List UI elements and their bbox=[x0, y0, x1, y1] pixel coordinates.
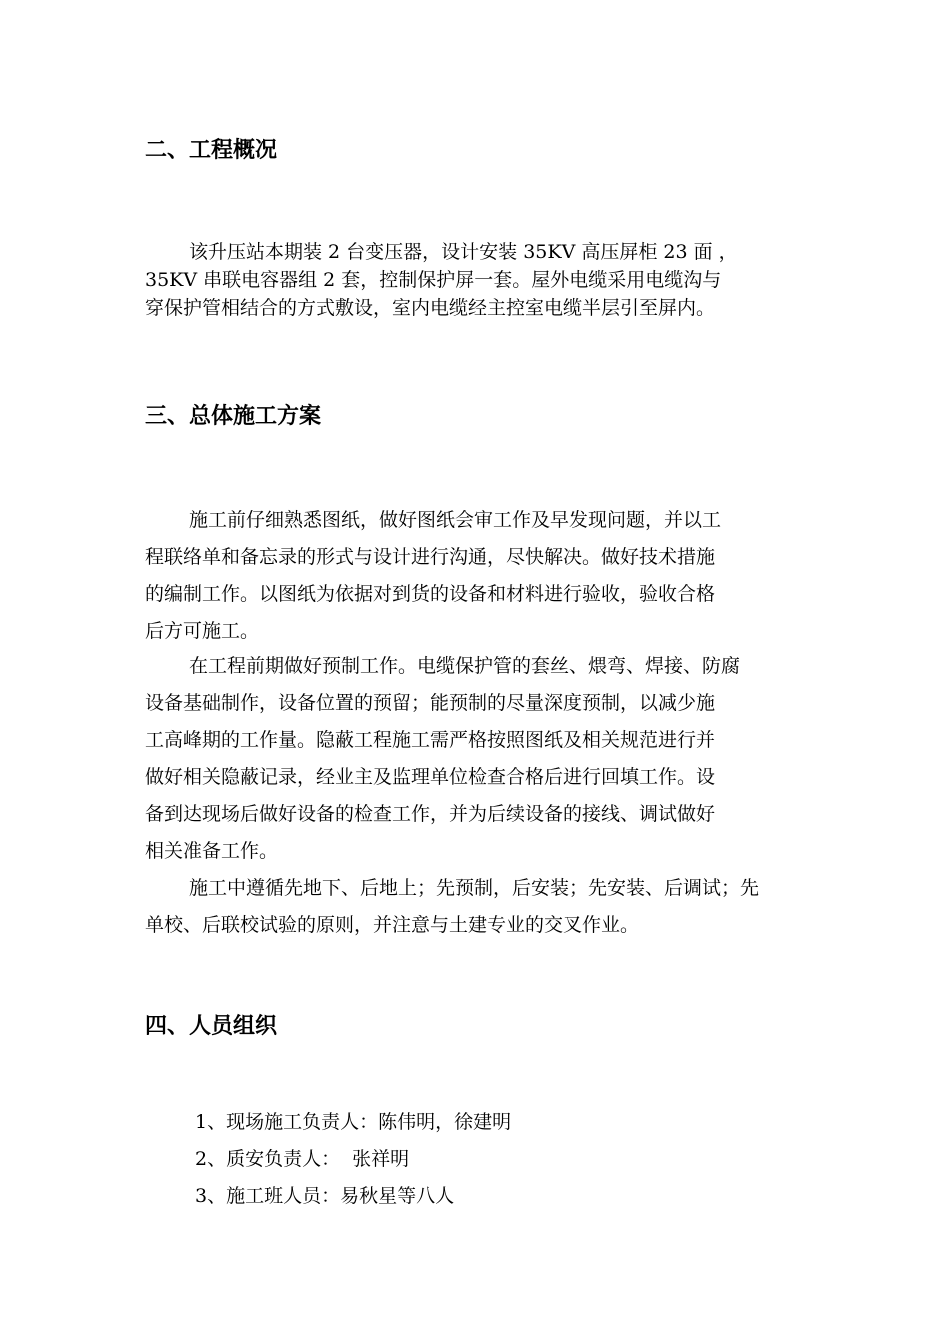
plan-paragraph-3 bbox=[145, 870, 810, 944]
paragraph-line: 做好相关隐蔽记录，经业主及监理单位检查合格后进行回填工作。设 bbox=[145, 766, 716, 788]
list-item: 1、现场施工负责人：陈伟明，徐建明 bbox=[195, 1111, 512, 1133]
paragraph-line: 的编制工作。以图纸为依据对到货的设备和材料进行验收，验收合格 bbox=[145, 583, 716, 605]
paragraph-line: 施工中遵循先地下、后地上；先预制，后安装；先安装、后调试；先 bbox=[189, 877, 760, 899]
paragraph-line: 施工前仔细熟悉图纸，做好图纸会审工作及早发现问题，并以工 bbox=[189, 509, 722, 531]
list-item: 3、施工班人员：易秋星等八人 bbox=[195, 1185, 455, 1207]
section-heading-construction-plan: 三、总体施工方案 bbox=[145, 404, 322, 429]
paragraph-line: 该升压站本期装 2 台变压器，设计安装 35KV 高压屏柜 23 面 ， bbox=[189, 241, 738, 263]
staff-list bbox=[195, 1104, 511, 1215]
paragraph-line: 单校、后联校试验的原则，并注意与土建专业的交叉作业。 bbox=[145, 914, 640, 936]
list-item: 2、质安负责人： 张祥明 bbox=[195, 1148, 410, 1170]
paragraph-line: 程联络单和备忘录的形式与设计进行沟通，尽快解决。做好技术措施 bbox=[145, 546, 716, 568]
section-heading-staffing: 四、人员组织 bbox=[145, 1014, 278, 1039]
overview-paragraph bbox=[145, 238, 810, 322]
paragraph-line: 设备基础制作，设备位置的预留；能预制的尽量深度预制，以减少施 bbox=[145, 692, 716, 714]
paragraph-line: 在工程前期做好预制工作。电缆保护管的套丝、煨弯、焊接、防腐 bbox=[189, 655, 741, 677]
paragraph-line: 备到达现场后做好设备的检查工作，并为后续设备的接线、调试做好 bbox=[145, 803, 716, 825]
paragraph-line: 后方可施工。 bbox=[145, 620, 260, 642]
plan-paragraph-2 bbox=[145, 648, 810, 870]
plan-paragraph-1 bbox=[145, 502, 810, 650]
paragraph-line: 工高峰期的工作量。隐蔽工程施工需严格按照图纸及相关规范进行并 bbox=[145, 729, 716, 751]
paragraph-line: 相关准备工作。 bbox=[145, 840, 279, 862]
paragraph-line: 穿保护管相结合的方式敷设，室内电缆经主控室电缆半层引至屏内。 bbox=[145, 297, 716, 319]
paragraph-line: 35KV 串联电容器组 2 套，控制保护屏一套。屋外电缆采用电缆沟与 bbox=[145, 269, 722, 291]
section-heading-overview: 二、工程概况 bbox=[145, 138, 278, 163]
